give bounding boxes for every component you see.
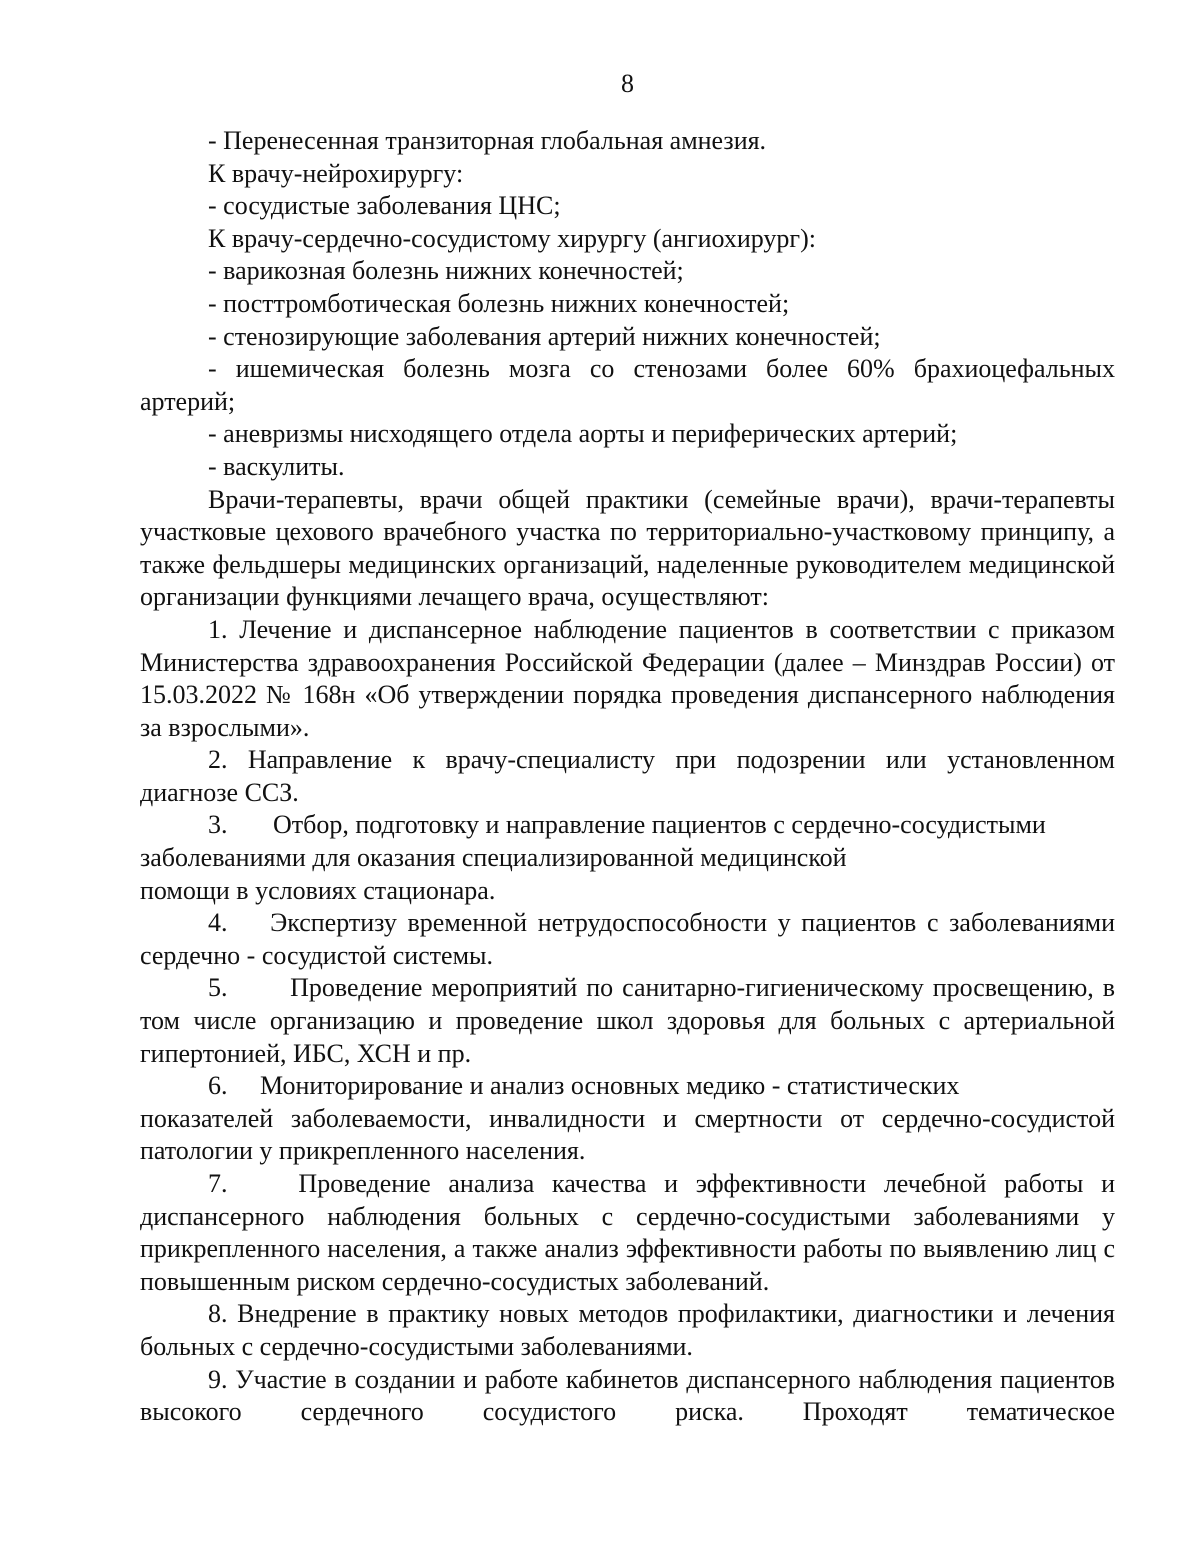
list-item-6-line-1: 6. Мониторирование и анализ основных медико - статистических <box>208 1071 960 1101</box>
list-item-3-line-2: заболеваниями для оказания специализированной медицинской <box>140 843 847 873</box>
line-stenosing: - стенозирующие заболевания артерий нижних конечностей; <box>208 321 881 351</box>
list-item-9: 9. Участие в создании и работе кабинетов диспансерного наблюдения пациентов высокого сердечного сосудистого риска. Проходят тематическое <box>140 1364 1115 1427</box>
list-item-3-line-3: помощи в условиях стационара. <box>140 875 496 905</box>
line-cns: - сосудистые заболевания ЦНС; <box>208 191 561 221</box>
list-item-3-line-1: 3. Отбор, подготовку и направление пациентов с сердечно-сосудистыми <box>208 810 1046 840</box>
line-neurosurgeon: К врачу-нейрохирургу: <box>208 158 464 188</box>
line-ischemic: - ишемическая болезнь мозга со стенозами более 60% брахиоцефальных артерий; <box>140 354 1115 416</box>
list-item-1: 1. Лечение и диспансерное наблюдение пациентов в соответствии с приказом Министерства здравоохранения Российской Федерации (далее – Минздрав России) от 15.03.2022 № 168н «Об утверждении порядка проведения диспансерного наблюдения за взрослыми». <box>140 614 1115 742</box>
list-item-5: 5. Проведение мероприятий по санитарно-гигиеническому просвещению, в том числе организацию и проведение школ здоровья для больных с артериальной гипертонией, ИБС, ХСН и пр. <box>140 973 1115 1068</box>
list-item-6-line-2: показателей заболеваемости, инвалидности и смертности от сердечно-сосудистой патологии у прикрепленного населения. <box>140 1103 1115 1166</box>
line-amnesia: - Перенесенная транзиторная глобальная амнезия. <box>208 126 767 155</box>
line-aneurysms: - аневризмы нисходящего отдела аорты и периферических артерий; <box>208 419 958 449</box>
line-vasculitis: - васкулиты. <box>208 451 345 481</box>
page-number: 8 <box>621 69 634 98</box>
line-varicose: - варикозная болезнь нижних конечностей; <box>208 256 684 286</box>
list-item-8: 8. Внедрение в практику новых методов профилактики, диагностики и лечения больных с сердечно-сосудистыми заболеваниями. <box>140 1299 1115 1361</box>
line-angiosurgeon: К врачу-сердечно-сосудистому хирургу (ангиохирург): <box>208 223 816 253</box>
list-item-4: 4. Экспертизу временной нетрудоспособности у пациентов с заболеваниями сердечно - сосудистой системы. <box>140 908 1115 970</box>
document-body <box>140 125 1115 1429</box>
list-item-7: 7. Проведение анализа качества и эффективности лечебной работы и диспансерного наблюдения больных с сердечно-сосудистыми заболеваниями у прикрепленного населения, а также анализ эффективности работы по выявлению лиц с повышенным риском сердечно-сосудистых заболеваний. <box>140 1169 1115 1296</box>
line-postthrombotic: - посттромботическая болезнь нижних конечностей; <box>208 288 790 318</box>
intro-paragraph: Врачи-терапевты, врачи общей практики (семейные врачи), врачи-терапевты участковые цехового врачебного участка по территориально-участковому принципу, а также фельдшеры медицинских организаций, наделенные руководителем медицинской организации функциями лечащего врача, осуществляют: <box>140 484 1115 612</box>
list-item-2: 2. Направление к врачу-специалисту при подозрении или установленном диагнозе ССЗ. <box>140 745 1115 807</box>
